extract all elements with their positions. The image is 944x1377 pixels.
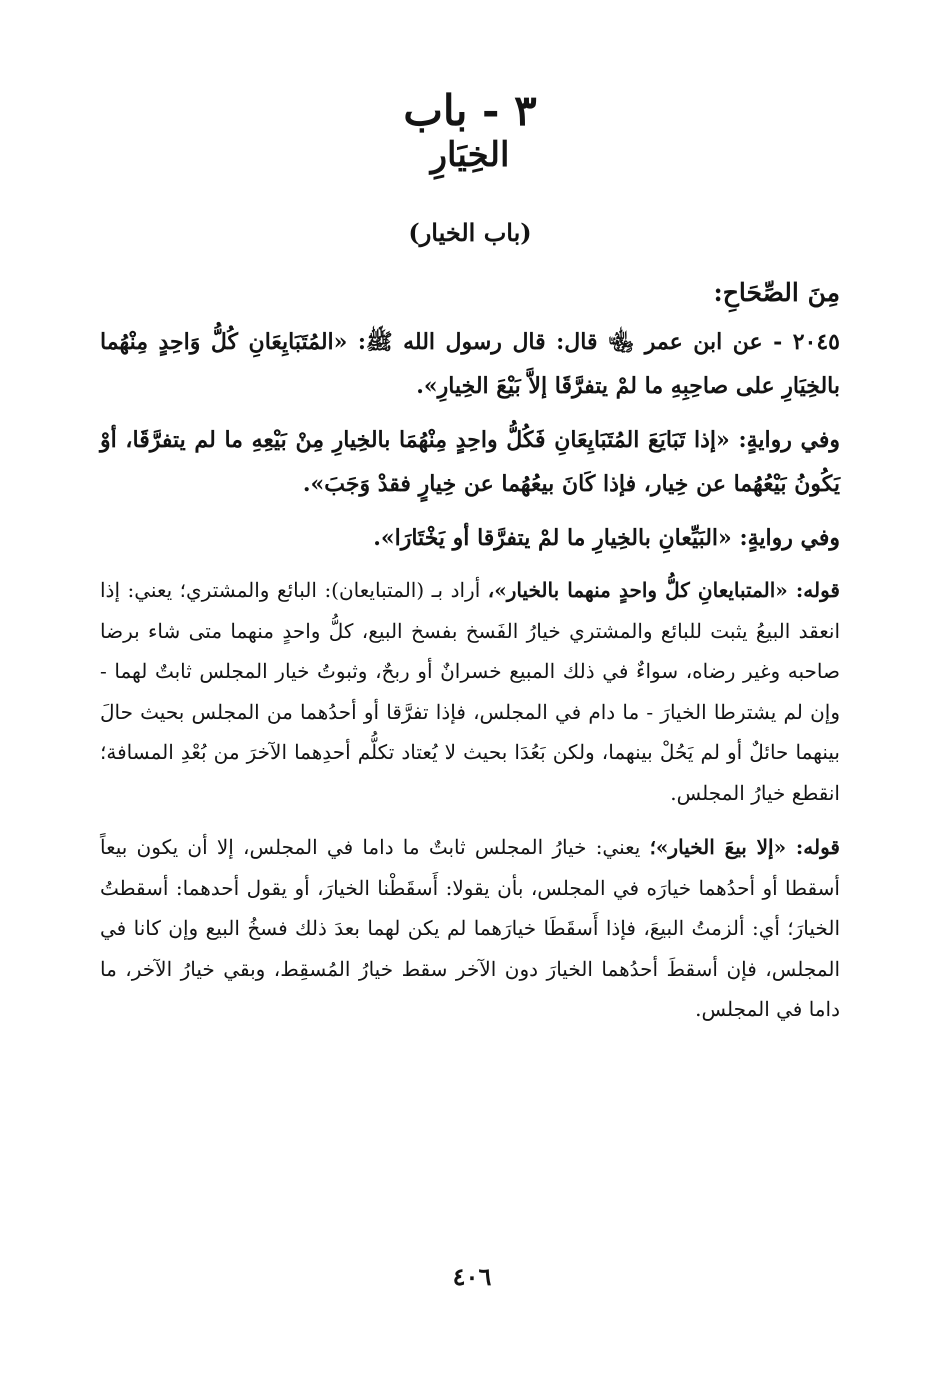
commentary-paragraph: [100, 827, 840, 1030]
commentary-text: يعني: خيارُ المجلس ثابتٌ ما داما في المجلس، إلا أن يكون بيعاً أسقطا أو أحدُهما خيارَه في المجلس، بأن يقولا: أَسقَطْنا الخيارَ، أو يقول أحدهما: أسقطتُ الخيارَ؛ أي: ألزمتُ البيعَ، فإذا أَسقَطَا خيارَهما لم يكن لهما بعدَ ذلك فسخُ البيع وإن كانا في المجلس، فإن أسقطَ أحدُهما الخيارَ دون الآخر سقط خيارُ المُسقِط، وبقي خيارُ الآخر، ما داما في المجلس.: [100, 835, 840, 1021]
commentary-lead: قوله: «المتبايعانِ كلُّ واحدٍ منهما بالخيار»،: [487, 578, 840, 602]
chapter-heading: ٣ - باب: [403, 86, 537, 135]
hadith-narration: وفي روايةٍ: «البَيِّعانِ بالخِيارِ ما لمْ يتفرَّقا أو يَخْتَارَا».: [373, 525, 840, 551]
chapter-title: الخِيَارِ: [430, 135, 510, 175]
hadith-narration: وفي روايةٍ: «إذا تَبَايَعَ المُتَبَايِعَانِ فَكُلُّ واحِدٍ مِنْهُمَا بالخِيارِ مِنْ بَيْعِهِ ما لم يتفرَّقَا، أوْ يَكُونُ بَيْعُهُما عن خِيار، فإذا كَانَ بيعُهُما عن خِيارٍ فقدْ وَجَبَ».: [100, 427, 840, 497]
page-body: [100, 80, 840, 1044]
chapter-subtitle: (باب الخيار): [408, 218, 532, 247]
page-number: ٤٠٦: [452, 1262, 492, 1291]
commentary-lead: قوله: «إلا بيعَ الخيار»؛: [649, 835, 840, 859]
commentary-text: أراد بـ (المتبايعان): البائع والمشتري؛ يعني: إذا انعقد البيعُ يثبت للبائع والمشتري خيارُ الفَسخ بفسخ البيع، كلُّ واحدٍ منهما متى شاء برضا صاحبه وغير رضاه، سواءٌ في ذلك المبيع خسرانٌ أو ربحٌ، وثبوتُ خيار المجلس ثابتٌ لهما - وإن لم يشترطا الخيارَ - ما دام في المجلس، فإذا تفرَّقا أو أحدُهما من المجلس بحيث حالَ بينهما حائلٌ أو لم يَحُلْ بينهما، ولكن بَعُدَا بحيث لا يُعتاد تكلُّم أحدِهما الآخرَ من بُعْدِ المسافة؛ انقطع خيارُ المجلس.: [100, 578, 840, 805]
section-label: مِنَ الصِّحَاحِ:: [713, 278, 840, 307]
hadith-text: ٢٠٤٥ - عن ابن عمر ﵄ قال: قال رسول الله ﷺ: «المُتَبَايِعَانِ كُلُّ وَاحِدٍ مِنْهُما بالخِيَارِ على صاحِبِهِ ما لمْ يتفرَّقَا إلاَّ بَيْعَ الخِيارِ».: [100, 329, 840, 399]
commentary-paragraph: [100, 570, 840, 813]
